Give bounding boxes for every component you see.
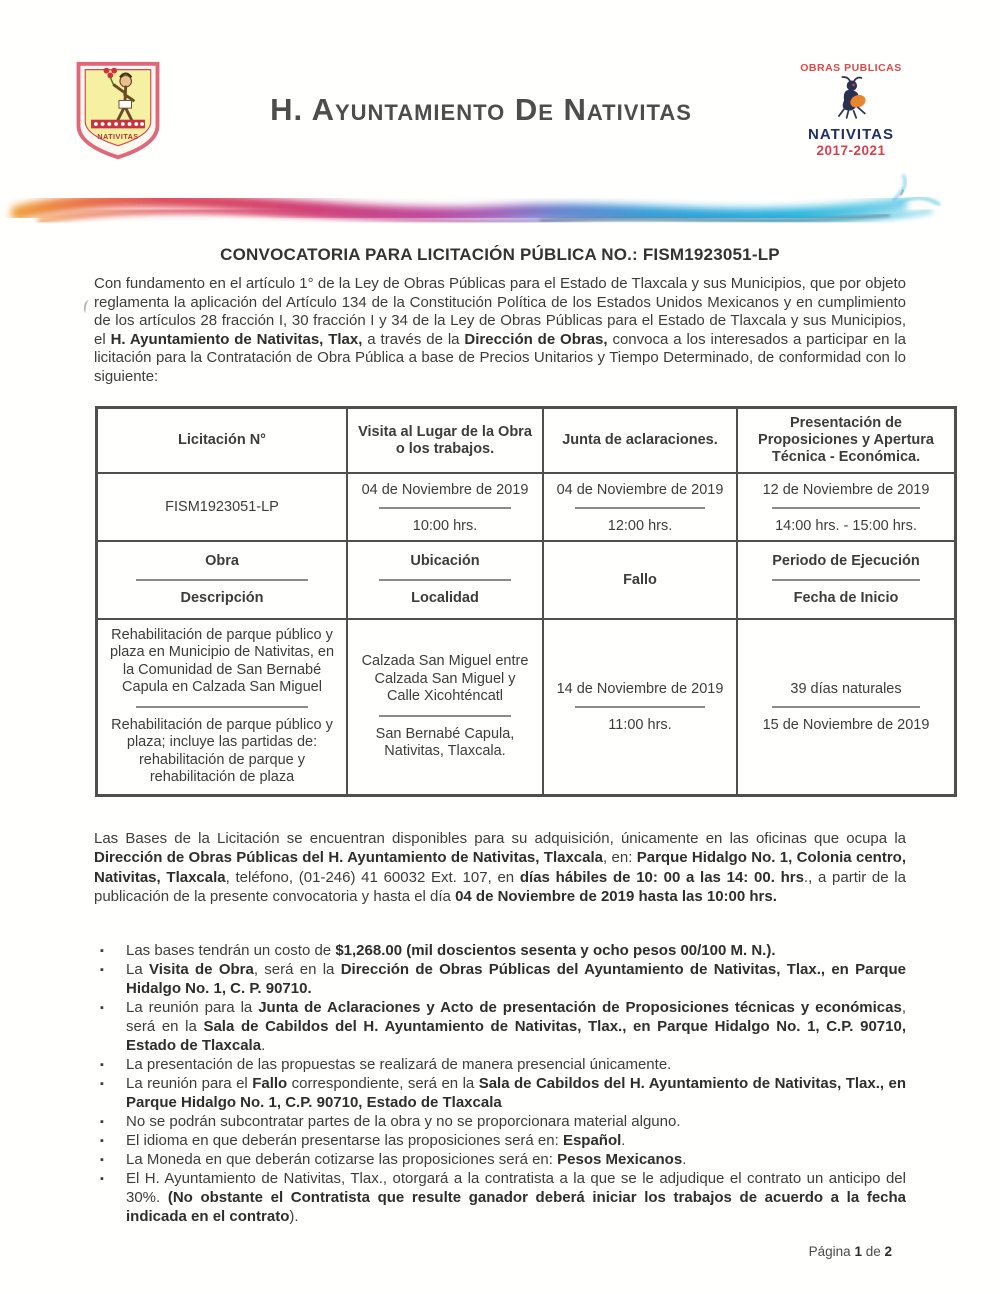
cell-obra-descripcion [97, 619, 348, 795]
fallo-fecha: 14 de Noviembre de 2019 [556, 680, 724, 697]
licitacion-table [95, 406, 957, 797]
cell-divider [575, 706, 705, 708]
descripcion-label: Descripción [180, 590, 264, 606]
page-title: H. Ayuntamiento De Nativitas [270, 92, 692, 127]
logo-nativitas-label: NATIVITAS [808, 126, 894, 143]
obras-publicas-label: OBRAS PUBLICAS [800, 62, 902, 74]
cell-periodo [737, 619, 956, 795]
table-row-labels [97, 541, 956, 619]
list-item-moneda: ▪ La Moneda en que deberán cotizarse las proposiciones será en: Pesos Mexicanos. [94, 1150, 906, 1169]
obra-label: Obra [205, 553, 239, 569]
cell-fallo [543, 619, 737, 795]
fallo-hora: 11:00 hrs. [608, 716, 672, 733]
logo-years-label: 2017-2021 [816, 143, 886, 158]
fecha-inicio-text: 15 de Noviembre de 2019 [762, 716, 930, 733]
list-item-anticipo: ▪ El H. Ayuntamiento de Nativitas, Tlax., otorgará a la contratista a la que se le adjudique el contrato un anticipo del 30%. (No obstante el Contratista que resulte ganador deberá iniciar los trabajos de acuerdo a la fecha indicada en el contrato). [94, 1169, 906, 1226]
cell-licitacion-numero: FISM1923051-LP [97, 473, 348, 541]
localidad-text: San Bernabé Capula, Nativitas, Tlaxcala. [375, 725, 515, 759]
cell-divider [379, 507, 511, 509]
fecha-inicio-label: Fecha de Inicio [793, 590, 899, 606]
requisitos-list [94, 941, 906, 1226]
table-row-dates [97, 473, 956, 541]
col-header-junta: Junta de aclaraciones. [543, 408, 737, 474]
cell-ubicacion-localidad [347, 619, 543, 795]
ribbon-swoosh-decoration [0, 171, 1000, 233]
cell-divider [575, 507, 705, 509]
periodo-label: Periodo de Ejecución [772, 553, 920, 569]
junta-hora: 12:00 hrs. [607, 518, 673, 534]
cell-divider [136, 706, 308, 708]
col-header-licitacion: Licitación N° [97, 408, 348, 474]
presentacion-fecha: 12 de Noviembre de 2019 [762, 482, 930, 498]
list-item-fallo: ▪ La reunión para el Fallo correspondiente, será en la Sala de Cabildos del H. Ayuntamiento de Nativitas, Tlax., en Parque Hidalgo No. 1, C.P. 90710, Estado de Tlaxcala [94, 1074, 906, 1112]
obra-text: Rehabilitación de parque público y plaza en Municipio de Nativitas, en la Comunidad de San Bernabé Capula en Calzada San Miguel [109, 626, 335, 696]
ant-figure-icon [825, 74, 877, 125]
table-row-details [97, 619, 956, 795]
page-number: Página 1 de 2 [808, 1244, 892, 1259]
cell-divider [772, 706, 920, 708]
ubicacion-label: Ubicación [410, 553, 480, 569]
cell-obra-descripcion-labels [97, 541, 348, 619]
descripcion-text: Rehabilitación de parque público y plaza; incluye las partidas de: rehabilitación de parque y rehabilitación de plaza [111, 716, 333, 786]
ubicacion-text: Calzada San Miguel entre Calzada San Miguel y Calle Xicohténcatl [361, 653, 529, 704]
cell-divider [379, 579, 511, 581]
cell-fallo-label: Fallo [543, 541, 737, 619]
nativitas-crest-icon [64, 60, 172, 169]
list-item-costo: ▪ Las bases tendrán un costo de $1,268.00 (mil doscientos sesenta y ocho pesos 00/100 M. N.). [94, 941, 906, 960]
col-header-visita: Visita al Lugar de la Obra o los trabajos. [347, 408, 543, 474]
intro-paragraph: Con fundamento en el artículo 1° de la Ley de Obras Públicas para el Estado de Tlaxcala y sus Municipios, que por objeto reglamenta la aplicación del Artículo 134 de la Constitución Política de los Estados Unidos Mexicanos y en cumplimiento de los artículos 28 fracción I, 30 fracción I y 34 de la Ley de Obras Públicas para el Estado de Tlaxcala y sus Municipios, el H. Ayuntamiento de Nativitas, Tlax, a través de la Dirección de Obras, convoca a los interesados a participar en la licitación para la Contratación de Obra Pública a base de Precios Unitarios y Tiempo Determinado, de conformidad con lo siguiente: [94, 275, 907, 385]
visita-fecha: 04 de Noviembre de 2019 [361, 482, 529, 498]
localidad-label: Localidad [411, 590, 479, 606]
cell-ubicacion-localidad-labels [347, 541, 543, 619]
pen-mark-artifact [83, 299, 93, 313]
svg-text:NATIVITAS: NATIVITAS [97, 131, 139, 141]
convocatoria-title: CONVOCATORIA PARA LICITACIÓN PÚBLICA NO.: FISM1923051-LP [220, 245, 780, 264]
list-item-visita: ▪ La Visita de Obra, será en la Dirección de Obras Públicas del Ayuntamiento de Nativitas, Tlax., en Parque Hidalgo No. 1, C. P. 90710. [94, 960, 906, 998]
list-item-junta: ▪ La reunión para la Junta de Aclaraciones y Acto de presentación de Proposiciones técnicas y económicas, será en la Sala de Cabildos del H. Ayuntamiento de Nativitas, Tlax., en Parque Hidalgo No. 1, C.P. 90710, Estado de Tlaxcala. [94, 998, 906, 1055]
cell-periodo-labels [737, 541, 956, 619]
periodo-text: 39 días naturales [790, 680, 902, 697]
list-item-presencial: ▪ La presentación de las propuestas se realizará de manera presencial únicamente. [94, 1055, 906, 1074]
cell-junta [543, 473, 737, 541]
junta-fecha: 04 de Noviembre de 2019 [556, 482, 724, 498]
presentacion-hora: 14:00 hrs. - 15:00 hrs. [775, 518, 917, 534]
bases-paragraph: Las Bases de la Licitación se encuentran disponibles para su adquisición, únicamente en las oficinas que ocupa la Dirección de Obras Públicas del H. Ayuntamiento de Nativitas, Tlaxcala, en: Parque Hidalgo No. 1, Colonia centro, Nativitas, Tlaxcala, teléfono, (01-246) 41 60032 Ext. 107, en días hábiles de 10: 00 a las 14: 00. hrs., a partir de la publicación de la presente convocatoria y hasta el día 04 de Noviembre de 2019 hasta las 10:00 hrs. [94, 829, 906, 905]
cell-divider [379, 715, 511, 717]
cell-visita [347, 473, 543, 541]
cell-divider [772, 507, 920, 509]
obras-publicas-logo [790, 62, 912, 158]
visita-hora: 10:00 hrs. [412, 518, 478, 534]
cell-presentacion [737, 473, 956, 541]
table-header-row [97, 408, 956, 474]
cell-divider [136, 579, 308, 581]
col-header-presentacion: Presentación de Proposiciones y Apertura Técnica - Económica. [737, 408, 956, 474]
document-header [0, 0, 1000, 169]
list-item-subcontratar: ▪ No se podrán subcontratar partes de la obra y no se proporcionara material alguno. [94, 1112, 906, 1131]
list-item-idioma: ▪ El idioma en que deberán presentarse las proposiciones será en: Español. [94, 1131, 906, 1150]
cell-divider [772, 579, 920, 581]
